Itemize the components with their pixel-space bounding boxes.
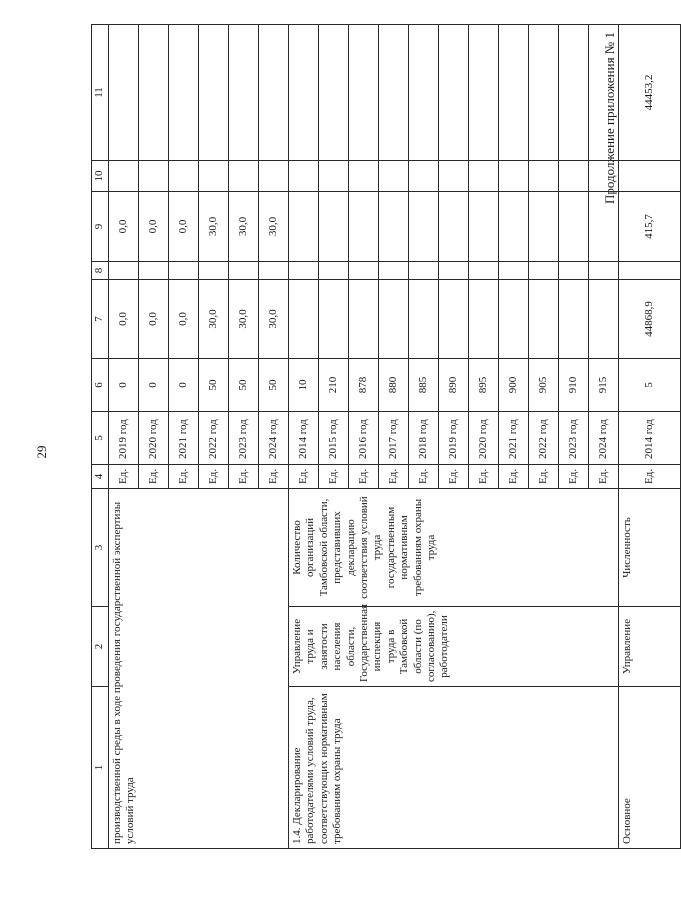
value-cell bbox=[349, 262, 379, 280]
value-cell bbox=[529, 161, 559, 192]
value-cell bbox=[439, 161, 469, 192]
column-number: 2 bbox=[92, 607, 109, 687]
value-cell: 0 bbox=[109, 359, 139, 412]
value-cell bbox=[439, 192, 469, 262]
value-cell: 0,0 bbox=[139, 192, 169, 262]
value-cell: 50 bbox=[199, 359, 229, 412]
year-cell: 2021 год bbox=[499, 412, 529, 465]
value-cell bbox=[379, 262, 409, 280]
unit-cell: Ед. bbox=[409, 465, 439, 489]
value-cell bbox=[499, 161, 529, 192]
value-cell bbox=[379, 280, 409, 359]
column-number: 4 bbox=[92, 465, 109, 489]
year-cell: 2014 год bbox=[619, 412, 681, 465]
value-cell: 5 bbox=[619, 359, 681, 412]
value-cell: 910 bbox=[559, 359, 589, 412]
value-cell: 50 bbox=[229, 359, 259, 412]
value-cell bbox=[589, 280, 619, 359]
unit-cell: Ед. bbox=[589, 465, 619, 489]
value-cell bbox=[619, 262, 681, 280]
value-cell bbox=[619, 161, 681, 192]
value-cell bbox=[169, 25, 199, 161]
value-cell: 415,7 bbox=[619, 192, 681, 262]
column-number: 8 bbox=[92, 262, 109, 280]
column-number: 10 bbox=[92, 161, 109, 192]
value-cell bbox=[229, 25, 259, 161]
value-cell: 895 bbox=[469, 359, 499, 412]
value-cell bbox=[199, 25, 229, 161]
value-cell: 890 bbox=[439, 359, 469, 412]
unit-cell: Ед. bbox=[499, 465, 529, 489]
value-cell bbox=[439, 25, 469, 161]
indicator-cell: Численность bbox=[619, 489, 681, 607]
value-cell: 885 bbox=[409, 359, 439, 412]
year-cell: 2024 год bbox=[259, 412, 289, 465]
column-number: 1 bbox=[92, 687, 109, 849]
value-cell bbox=[499, 280, 529, 359]
value-cell bbox=[109, 25, 139, 161]
value-cell bbox=[469, 25, 499, 161]
value-cell bbox=[439, 280, 469, 359]
value-cell bbox=[559, 192, 589, 262]
value-cell bbox=[409, 192, 439, 262]
value-cell: 30,0 bbox=[199, 192, 229, 262]
value-cell bbox=[319, 280, 349, 359]
value-cell bbox=[109, 262, 139, 280]
year-cell: 2014 год bbox=[289, 412, 319, 465]
unit-cell: Ед. bbox=[619, 465, 681, 489]
unit-cell: Ед. bbox=[259, 465, 289, 489]
year-cell: 2021 год bbox=[169, 412, 199, 465]
column-number: 5 bbox=[92, 412, 109, 465]
page-number: 29 bbox=[34, 445, 49, 459]
year-cell: 2022 год bbox=[529, 412, 559, 465]
value-cell bbox=[409, 280, 439, 359]
unit-cell: Ед. bbox=[169, 465, 199, 489]
year-cell: 2023 год bbox=[229, 412, 259, 465]
value-cell bbox=[289, 192, 319, 262]
unit-cell: Ед. bbox=[139, 465, 169, 489]
value-cell bbox=[259, 161, 289, 192]
value-cell bbox=[589, 161, 619, 192]
year-cell: 2017 год bbox=[379, 412, 409, 465]
year-cell: 2016 год bbox=[349, 412, 379, 465]
unit-cell: Ед. bbox=[379, 465, 409, 489]
value-cell bbox=[439, 262, 469, 280]
value-cell bbox=[469, 262, 499, 280]
value-cell bbox=[379, 25, 409, 161]
value-cell bbox=[169, 161, 199, 192]
unit-cell: Ед. bbox=[529, 465, 559, 489]
value-cell bbox=[349, 192, 379, 262]
unit-cell: Ед. bbox=[229, 465, 259, 489]
value-cell bbox=[319, 25, 349, 161]
value-cell bbox=[259, 262, 289, 280]
value-cell: 30,0 bbox=[259, 280, 289, 359]
value-cell bbox=[589, 192, 619, 262]
value-cell: 44868,9 bbox=[619, 280, 681, 359]
value-cell bbox=[259, 25, 289, 161]
value-cell: 210 bbox=[319, 359, 349, 412]
value-cell bbox=[229, 262, 259, 280]
value-cell bbox=[199, 262, 229, 280]
value-cell bbox=[469, 280, 499, 359]
table-row bbox=[289, 25, 319, 849]
value-cell bbox=[529, 280, 559, 359]
column-number: 6 bbox=[92, 359, 109, 412]
value-cell bbox=[469, 161, 499, 192]
value-cell bbox=[319, 262, 349, 280]
value-cell bbox=[319, 192, 349, 262]
value-cell: 44453,2 bbox=[619, 25, 681, 161]
unit-cell: Ед. bbox=[109, 465, 139, 489]
value-cell bbox=[559, 25, 589, 161]
value-cell bbox=[349, 280, 379, 359]
year-cell: 2020 год bbox=[139, 412, 169, 465]
column-number: 7 bbox=[92, 280, 109, 359]
column-number: 3 bbox=[92, 489, 109, 607]
value-cell bbox=[559, 262, 589, 280]
value-cell bbox=[409, 161, 439, 192]
value-cell: 30,0 bbox=[259, 192, 289, 262]
unit-cell: Ед. bbox=[199, 465, 229, 489]
measure-name: 1.4. Декларирование работодателями условий труда, соответствующих нормативным требованиям охраны труда bbox=[289, 687, 619, 849]
value-cell bbox=[499, 25, 529, 161]
executor-cell: Управление bbox=[619, 607, 681, 687]
value-cell: 0 bbox=[139, 359, 169, 412]
value-cell bbox=[379, 161, 409, 192]
indicator-cell: Количество организаций Тамбовской области, представивших декларацию соответствия условий труда государственным нормативным требованиям охраны труда bbox=[289, 489, 619, 607]
unit-cell: Ед. bbox=[439, 465, 469, 489]
value-cell bbox=[349, 25, 379, 161]
value-cell: 10 bbox=[289, 359, 319, 412]
year-cell: 2022 год bbox=[199, 412, 229, 465]
table-row bbox=[109, 25, 139, 849]
table-row bbox=[619, 25, 681, 849]
column-number: 9 bbox=[92, 192, 109, 262]
column-number-row bbox=[92, 25, 109, 849]
program-measures-table bbox=[91, 24, 681, 849]
value-cell: 0 bbox=[169, 359, 199, 412]
value-cell bbox=[109, 161, 139, 192]
value-cell: 900 bbox=[499, 359, 529, 412]
value-cell: 0,0 bbox=[139, 280, 169, 359]
value-cell bbox=[139, 25, 169, 161]
value-cell bbox=[529, 25, 559, 161]
value-cell bbox=[559, 280, 589, 359]
value-cell bbox=[409, 25, 439, 161]
measure-name: производственной среды в ходе проведения государственной экспертизы условий труда bbox=[109, 489, 289, 849]
executor-cell: Управление труда и занятости населения области, Государственная инспекция труда в Тамбовской области (по согласованию), работодатели bbox=[289, 607, 619, 687]
value-cell bbox=[139, 262, 169, 280]
value-cell: 30,0 bbox=[229, 192, 259, 262]
value-cell: 880 bbox=[379, 359, 409, 412]
value-cell bbox=[379, 192, 409, 262]
value-cell bbox=[289, 161, 319, 192]
unit-cell: Ед. bbox=[559, 465, 589, 489]
appendix-continuation-note: Продолжение приложения № 1 bbox=[602, 32, 617, 204]
value-cell: 0,0 bbox=[169, 280, 199, 359]
unit-cell: Ед. bbox=[469, 465, 499, 489]
value-cell bbox=[529, 192, 559, 262]
value-cell bbox=[349, 161, 379, 192]
measure-name: Основное bbox=[619, 687, 681, 849]
value-cell bbox=[199, 161, 229, 192]
value-cell bbox=[289, 25, 319, 161]
value-cell bbox=[499, 262, 529, 280]
value-cell bbox=[139, 161, 169, 192]
value-cell: 50 bbox=[259, 359, 289, 412]
year-cell: 2018 год bbox=[409, 412, 439, 465]
value-cell bbox=[559, 161, 589, 192]
value-cell: 30,0 bbox=[229, 280, 259, 359]
unit-cell: Ед. bbox=[349, 465, 379, 489]
value-cell bbox=[169, 262, 199, 280]
value-cell: 0,0 bbox=[109, 192, 139, 262]
value-cell: 915 bbox=[589, 359, 619, 412]
unit-cell: Ед. bbox=[319, 465, 349, 489]
value-cell bbox=[229, 161, 259, 192]
value-cell bbox=[319, 161, 349, 192]
value-cell bbox=[469, 192, 499, 262]
year-cell: 2019 год bbox=[439, 412, 469, 465]
value-cell: 30,0 bbox=[199, 280, 229, 359]
year-cell: 2015 год bbox=[319, 412, 349, 465]
value-cell bbox=[289, 280, 319, 359]
unit-cell: Ед. bbox=[289, 465, 319, 489]
year-cell: 2023 год bbox=[559, 412, 589, 465]
year-cell: 2024 год bbox=[589, 412, 619, 465]
value-cell: 0,0 bbox=[109, 280, 139, 359]
year-cell: 2020 год bbox=[469, 412, 499, 465]
value-cell bbox=[289, 262, 319, 280]
value-cell bbox=[589, 262, 619, 280]
value-cell bbox=[529, 262, 559, 280]
column-number: 11 bbox=[92, 25, 109, 161]
value-cell bbox=[499, 192, 529, 262]
value-cell bbox=[589, 25, 619, 161]
value-cell bbox=[409, 262, 439, 280]
value-cell: 878 bbox=[349, 359, 379, 412]
value-cell: 0,0 bbox=[169, 192, 199, 262]
value-cell: 905 bbox=[529, 359, 559, 412]
year-cell: 2019 год bbox=[109, 412, 139, 465]
